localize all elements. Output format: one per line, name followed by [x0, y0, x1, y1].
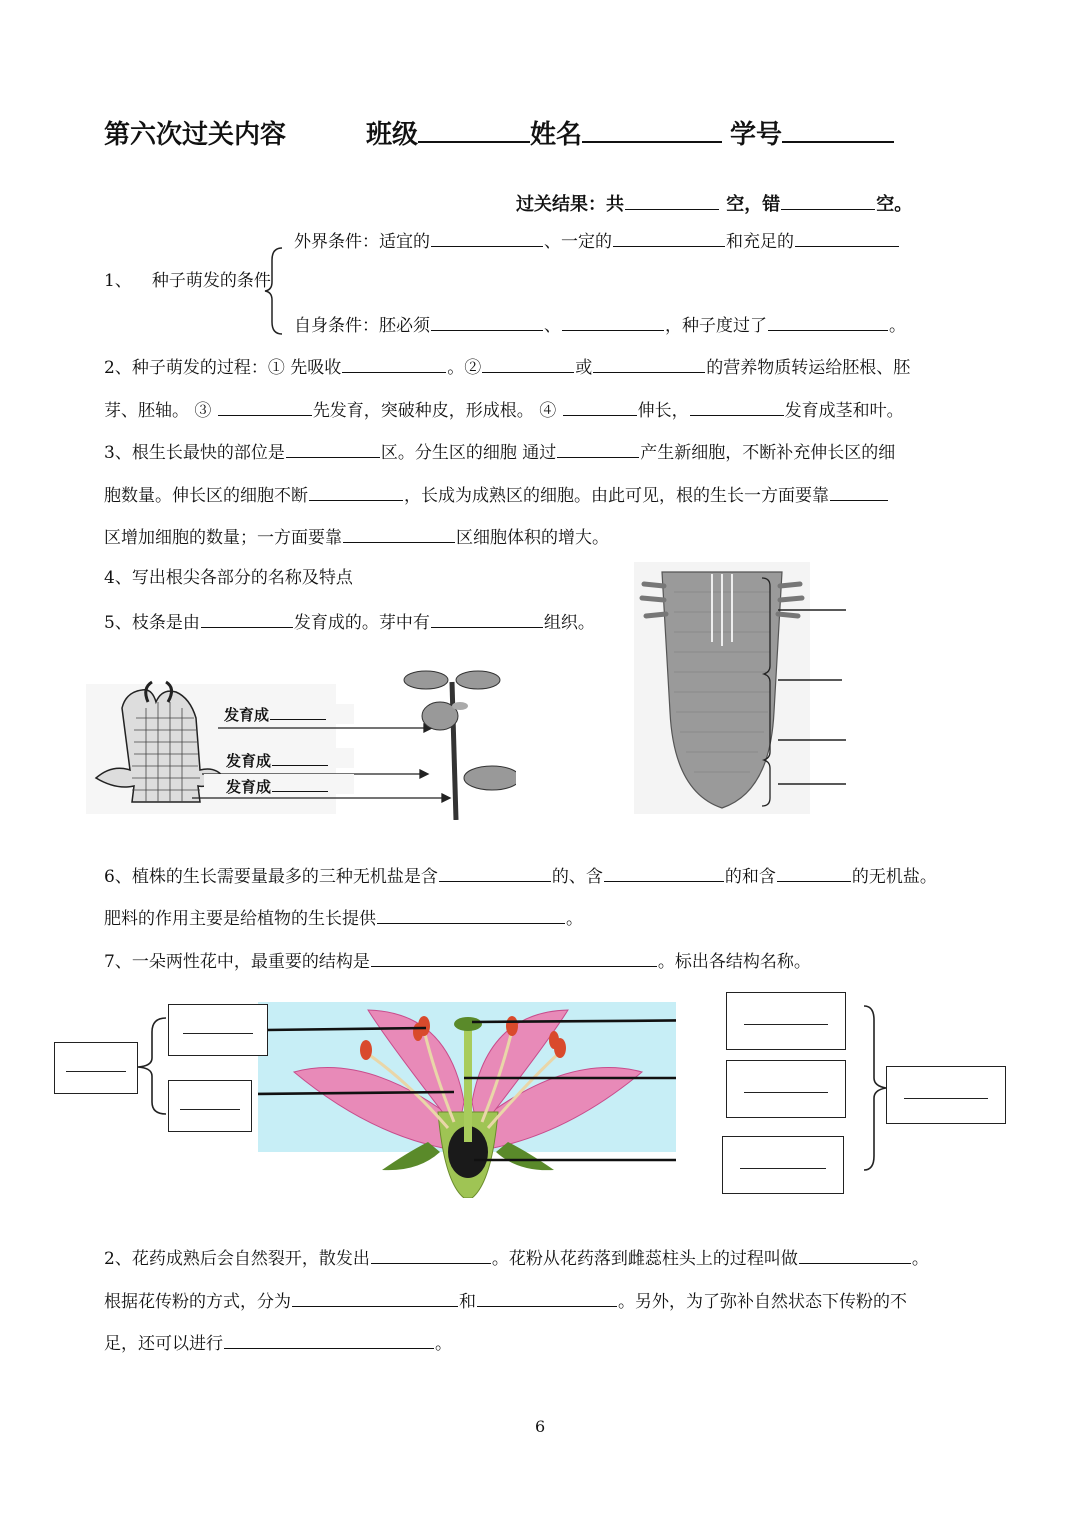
stamen-brace: [134, 1016, 170, 1116]
q6-line1: 6、植株的生长需要量最多的三种无机盐是含 的、含 的和含 的无机盐。: [104, 863, 937, 888]
blank[interactable]: [201, 609, 293, 628]
q3-line2: 胞数量。伸长区的细胞不断 ，长成为成熟区的细胞。由此可见，根的生长一方面要靠: [104, 482, 889, 507]
blank[interactable]: [795, 228, 899, 247]
q7-line: 7、一朵两性花中，最重要的结构是 。标出各结构名称。: [104, 948, 811, 973]
q3-line1: 3、根生长最快的部位是 区。分生区的细胞 通过 产生新细胞，不断补充伸长区的细: [104, 439, 895, 464]
blank[interactable]: [431, 609, 543, 628]
blank[interactable]: [690, 397, 784, 416]
q1-external: 外界条件：适宜的 、一定的 和充足的: [294, 228, 900, 253]
q8-line1: 2、花药成熟后会自然裂开，散发出 。花粉从花药落到雌蕊柱头上的过程叫做 。: [104, 1245, 929, 1270]
blank[interactable]: [593, 354, 705, 373]
name-field[interactable]: [582, 117, 722, 143]
q1-self: 自身条件：胚必须 、 ，种子度过了 。: [294, 312, 906, 337]
blank[interactable]: [272, 777, 328, 792]
q3-line3: 区增加细胞的数量；一方面要靠 区细胞体积的增大。: [104, 524, 609, 549]
id-field[interactable]: [782, 117, 894, 143]
blank[interactable]: [431, 228, 543, 247]
stigma-label-box[interactable]: [726, 992, 846, 1050]
blank[interactable]: [218, 397, 312, 416]
blank[interactable]: [286, 439, 380, 458]
blank[interactable]: [272, 751, 328, 766]
style-label-box[interactable]: [726, 1060, 846, 1118]
blank[interactable]: [477, 1288, 617, 1307]
blank[interactable]: [431, 312, 543, 331]
blank[interactable]: [563, 397, 637, 416]
id-label: 学号: [730, 120, 783, 150]
page-number: 6: [535, 1417, 546, 1436]
bud-label-1: 发育成: [224, 704, 327, 725]
wrong-blank[interactable]: [781, 191, 875, 210]
filament-label-box[interactable]: [168, 1080, 252, 1132]
q4-text: 4、写出根尖各部分的名称及特点: [104, 568, 353, 588]
bud-label-2: 发育成: [226, 750, 329, 771]
student-info: [366, 114, 894, 151]
blank[interactable]: [270, 705, 326, 720]
blank[interactable]: [292, 1288, 458, 1307]
blank[interactable]: [343, 524, 455, 543]
blank[interactable]: [799, 1245, 911, 1264]
blank[interactable]: [830, 482, 888, 501]
blank[interactable]: [439, 863, 551, 882]
blank[interactable]: [613, 228, 725, 247]
title-text: 第六次过关内容: [104, 120, 287, 150]
blank[interactable]: [342, 354, 446, 373]
q2-line2: 芽、胚轴。 ③ 先发育，突破种皮，形成根。 ④ 伸长， 发育成茎和叶。: [104, 397, 904, 422]
blank[interactable]: [377, 905, 565, 924]
blank[interactable]: [224, 1330, 434, 1349]
blank[interactable]: [482, 354, 574, 373]
pistil-label-box[interactable]: [886, 1066, 1006, 1124]
stamen-label-box[interactable]: [54, 1042, 138, 1094]
total-blank[interactable]: [625, 191, 719, 210]
blank[interactable]: [371, 948, 657, 967]
result-line: 过关结果：共 空，错 空。: [516, 190, 912, 216]
ovary-label-box[interactable]: [722, 1136, 844, 1194]
q5-line: 5、枝条是由 发育成的。芽中有 组织。: [104, 609, 595, 634]
page-title: [104, 114, 286, 151]
name-label: 姓名: [530, 120, 583, 150]
anther-label-box[interactable]: [168, 1004, 268, 1056]
blank[interactable]: [371, 1245, 491, 1264]
q8-line3: 足，还可以进行 。: [104, 1330, 452, 1355]
q8-line2: 根据花传粉的方式，分为 和 。另外，为了弥补自然状态下传粉的不: [104, 1288, 907, 1313]
q1-label: 1、 种子萌发的条件: [104, 271, 271, 291]
blank[interactable]: [557, 439, 639, 458]
root-tip-figure: [634, 562, 854, 814]
bud-label-3: 发育成: [226, 776, 329, 797]
q6-line2: 肥料的作用主要是给植物的生长提供 。: [104, 905, 583, 930]
class-label: 班级: [366, 120, 419, 150]
blank[interactable]: [777, 863, 851, 882]
q2-line1: 2、种子萌发的过程：① 先吸收 。② 或 的营养物质转运给胚根、胚: [104, 354, 910, 379]
class-field[interactable]: [418, 117, 530, 143]
flower-figure: [258, 1002, 676, 1198]
blank[interactable]: [604, 863, 724, 882]
q1-brace: [262, 246, 286, 336]
blank[interactable]: [309, 482, 403, 501]
bud-figure: [86, 668, 516, 820]
blank[interactable]: [562, 312, 664, 331]
blank[interactable]: [768, 312, 888, 331]
